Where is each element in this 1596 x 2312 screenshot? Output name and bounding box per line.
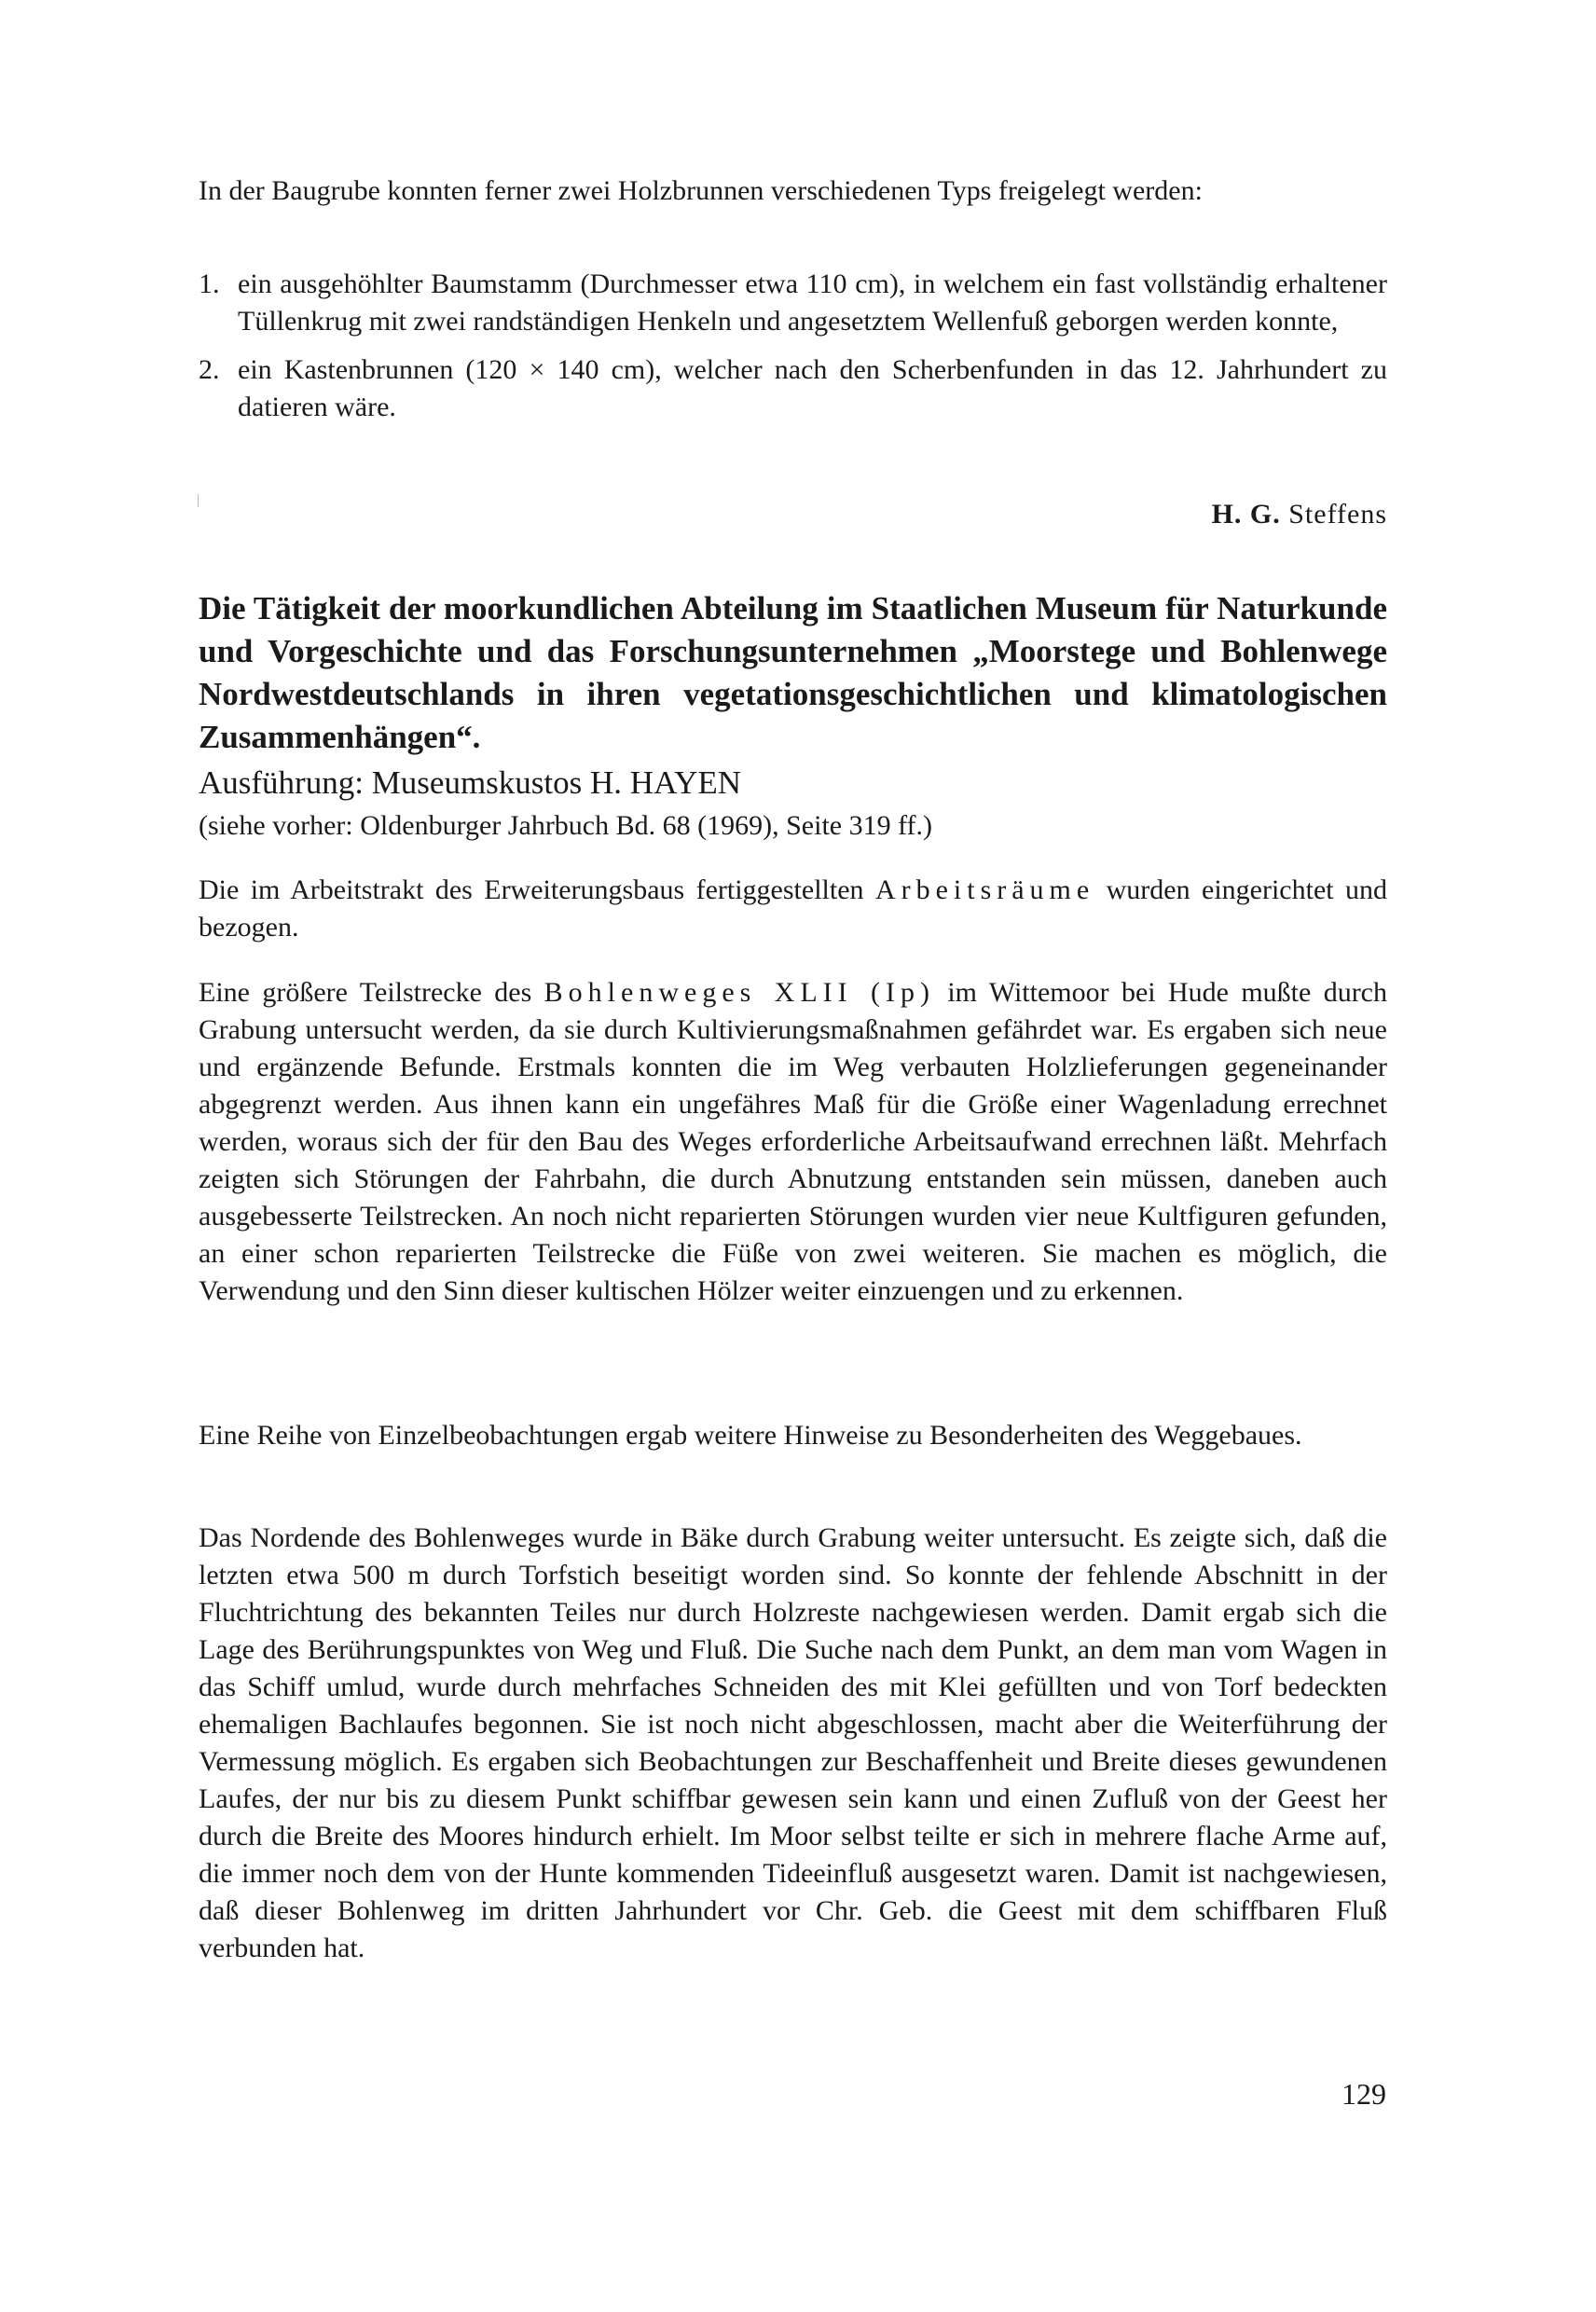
execution-line: Ausführung: Museumskustos H. HAYEN	[199, 764, 742, 801]
stray-mark	[198, 494, 199, 507]
author-initials: H. G.	[1211, 499, 1281, 530]
paragraph-workrooms	[199, 872, 1387, 946]
list-text: ein Kastenbrunnen (120 × 140 cm), welcher nach den Scherbenfunden in das 12. Jahrhundert zu datieren wäre.	[238, 354, 1387, 422]
page-number: 129	[1341, 2077, 1386, 2111]
author-surname: Steffens	[1288, 499, 1387, 530]
text-segment: wurden eingerichtet und bezogen.	[199, 874, 1388, 943]
paragraph-observations: Eine Reihe von Einzelbeobachtungen ergab weitere Hinweise zu Besonderheiten des Weggebaues.	[199, 1420, 1302, 1451]
paragraph-north-end: Das Nordende des Bohlenweges wurde in Bäke durch Grabung weiter untersucht. Es zeigte sich, daß die letzten etwa 500 m durch Torfstich beseitigt worden sind. So konnte der fehlende Abschnitt in der Fluchtrichtung des bekannten Teiles nur durch Holzreste nachgewiesen werden. Damit ergab sich die Lage des Berührungspunktes von Weg und Fluß. Die Suche nach dem Punkt, an dem man vom Wagen in das Schiff umlud, wurde durch mehrfaches Schneiden des mit Klei gefüllten und von Torf bedeckten ehemaligen Bachlaufes begonnen. Sie ist noch nicht abgeschlossen, macht aber die Weiterführung der Vermessung möglich. Es ergaben sich Beobachtungen zur Beschaffenheit und Breite dieses gewundenen Laufes, der nur bis zu diesem Punkt schiffbar gewesen sein kann und einen Zufluß von der Geest her durch die Breite des Moores hindurch erhielt. Im Moor selbst teilte er sich in mehrere flache Arme auf, die immer noch dem von der Hunte kommenden Tideeinfluß ausgesetzt waren. Damit ist nachgewiesen, daß dieser Bohlenweg im dritten Jahrhundert vor Chr. Geb. die Geest mit dem schiffbaren Fluß verbunden hat.	[199, 1522, 1387, 1963]
intro-paragraph: In der Baugrube konnten ferner zwei Holzbrunnen verschiedenen Typs freigelegt werden:	[199, 175, 1203, 206]
list-text: ein ausgehöhlter Baumstamm (Durchmesser etwa 110 cm), in welchem ein fast vollständig erhaltener Tüllenkrug mit zwei randständigen Henkeln und angesetztem Wellenfuß geborgen werden konnte,	[238, 268, 1387, 337]
spaced-term: Bohlenweges XLII (Ip)	[543, 977, 935, 1008]
section-heading: Die Tätigkeit der moorkundlichen Abteilung im Staatlichen Museum für Naturkunde und Vorgeschichte und das Forschungsunternehmen „Moorstege und Bohlenwege Nordwestdeutschlands in ihren vegetationsgeschichtlichen und klimatologischen Zusammenhängen“.	[199, 590, 1387, 755]
list-item	[199, 266, 1387, 340]
list-number: 1.	[199, 268, 220, 299]
list-number: 2.	[199, 354, 220, 385]
author-signature	[1212, 499, 1387, 530]
paragraph-trackway	[199, 974, 1387, 1310]
spaced-term: Arbeitsräume	[874, 874, 1095, 905]
see-also-reference: (siehe vorher: Oldenburger Jahrbuch Bd. 68 (1969), Seite 319 ff.)	[199, 810, 933, 841]
text-segment: im Wittemoor bei Hude mußte durch Grabung untersucht werden, da sie durch Kultivierungsmaßnahmen gefährdet war. Es ergaben sich neue und ergänzende Befunde. Erstmals konnten die im Weg verbauten Holzlieferungen gegeneinander abgegrenzt werden. Aus ihnen kann ein ungefähres Maß für die Größe einer Wagenladung errechnet werden, woraus sich der für den Bau des Weges erforderliche Arbeitsaufwand errechnen läßt. Mehrfach zeigten sich Störungen der Fahrbahn, die durch Abnutzung entstanden sein müssen, daneben auch ausgebesserte Teilstrecken. An noch nicht reparierten Störungen wurden vier neue Kultfiguren gefunden, an einer schon reparierten Teilstrecke die Füße von zwei weiteren. Sie machen es möglich, die Verwendung und den Sinn dieser kultischen Hölzer weiter einzuengen und zu erkennen.	[199, 977, 1387, 1306]
text-segment: Die im Arbeitstrakt des Erweiterungsbaus fertiggestellten	[199, 874, 875, 905]
list-item	[199, 351, 1387, 426]
well-list	[199, 266, 1387, 437]
text-segment: Eine größere Teilstrecke des	[199, 977, 544, 1008]
